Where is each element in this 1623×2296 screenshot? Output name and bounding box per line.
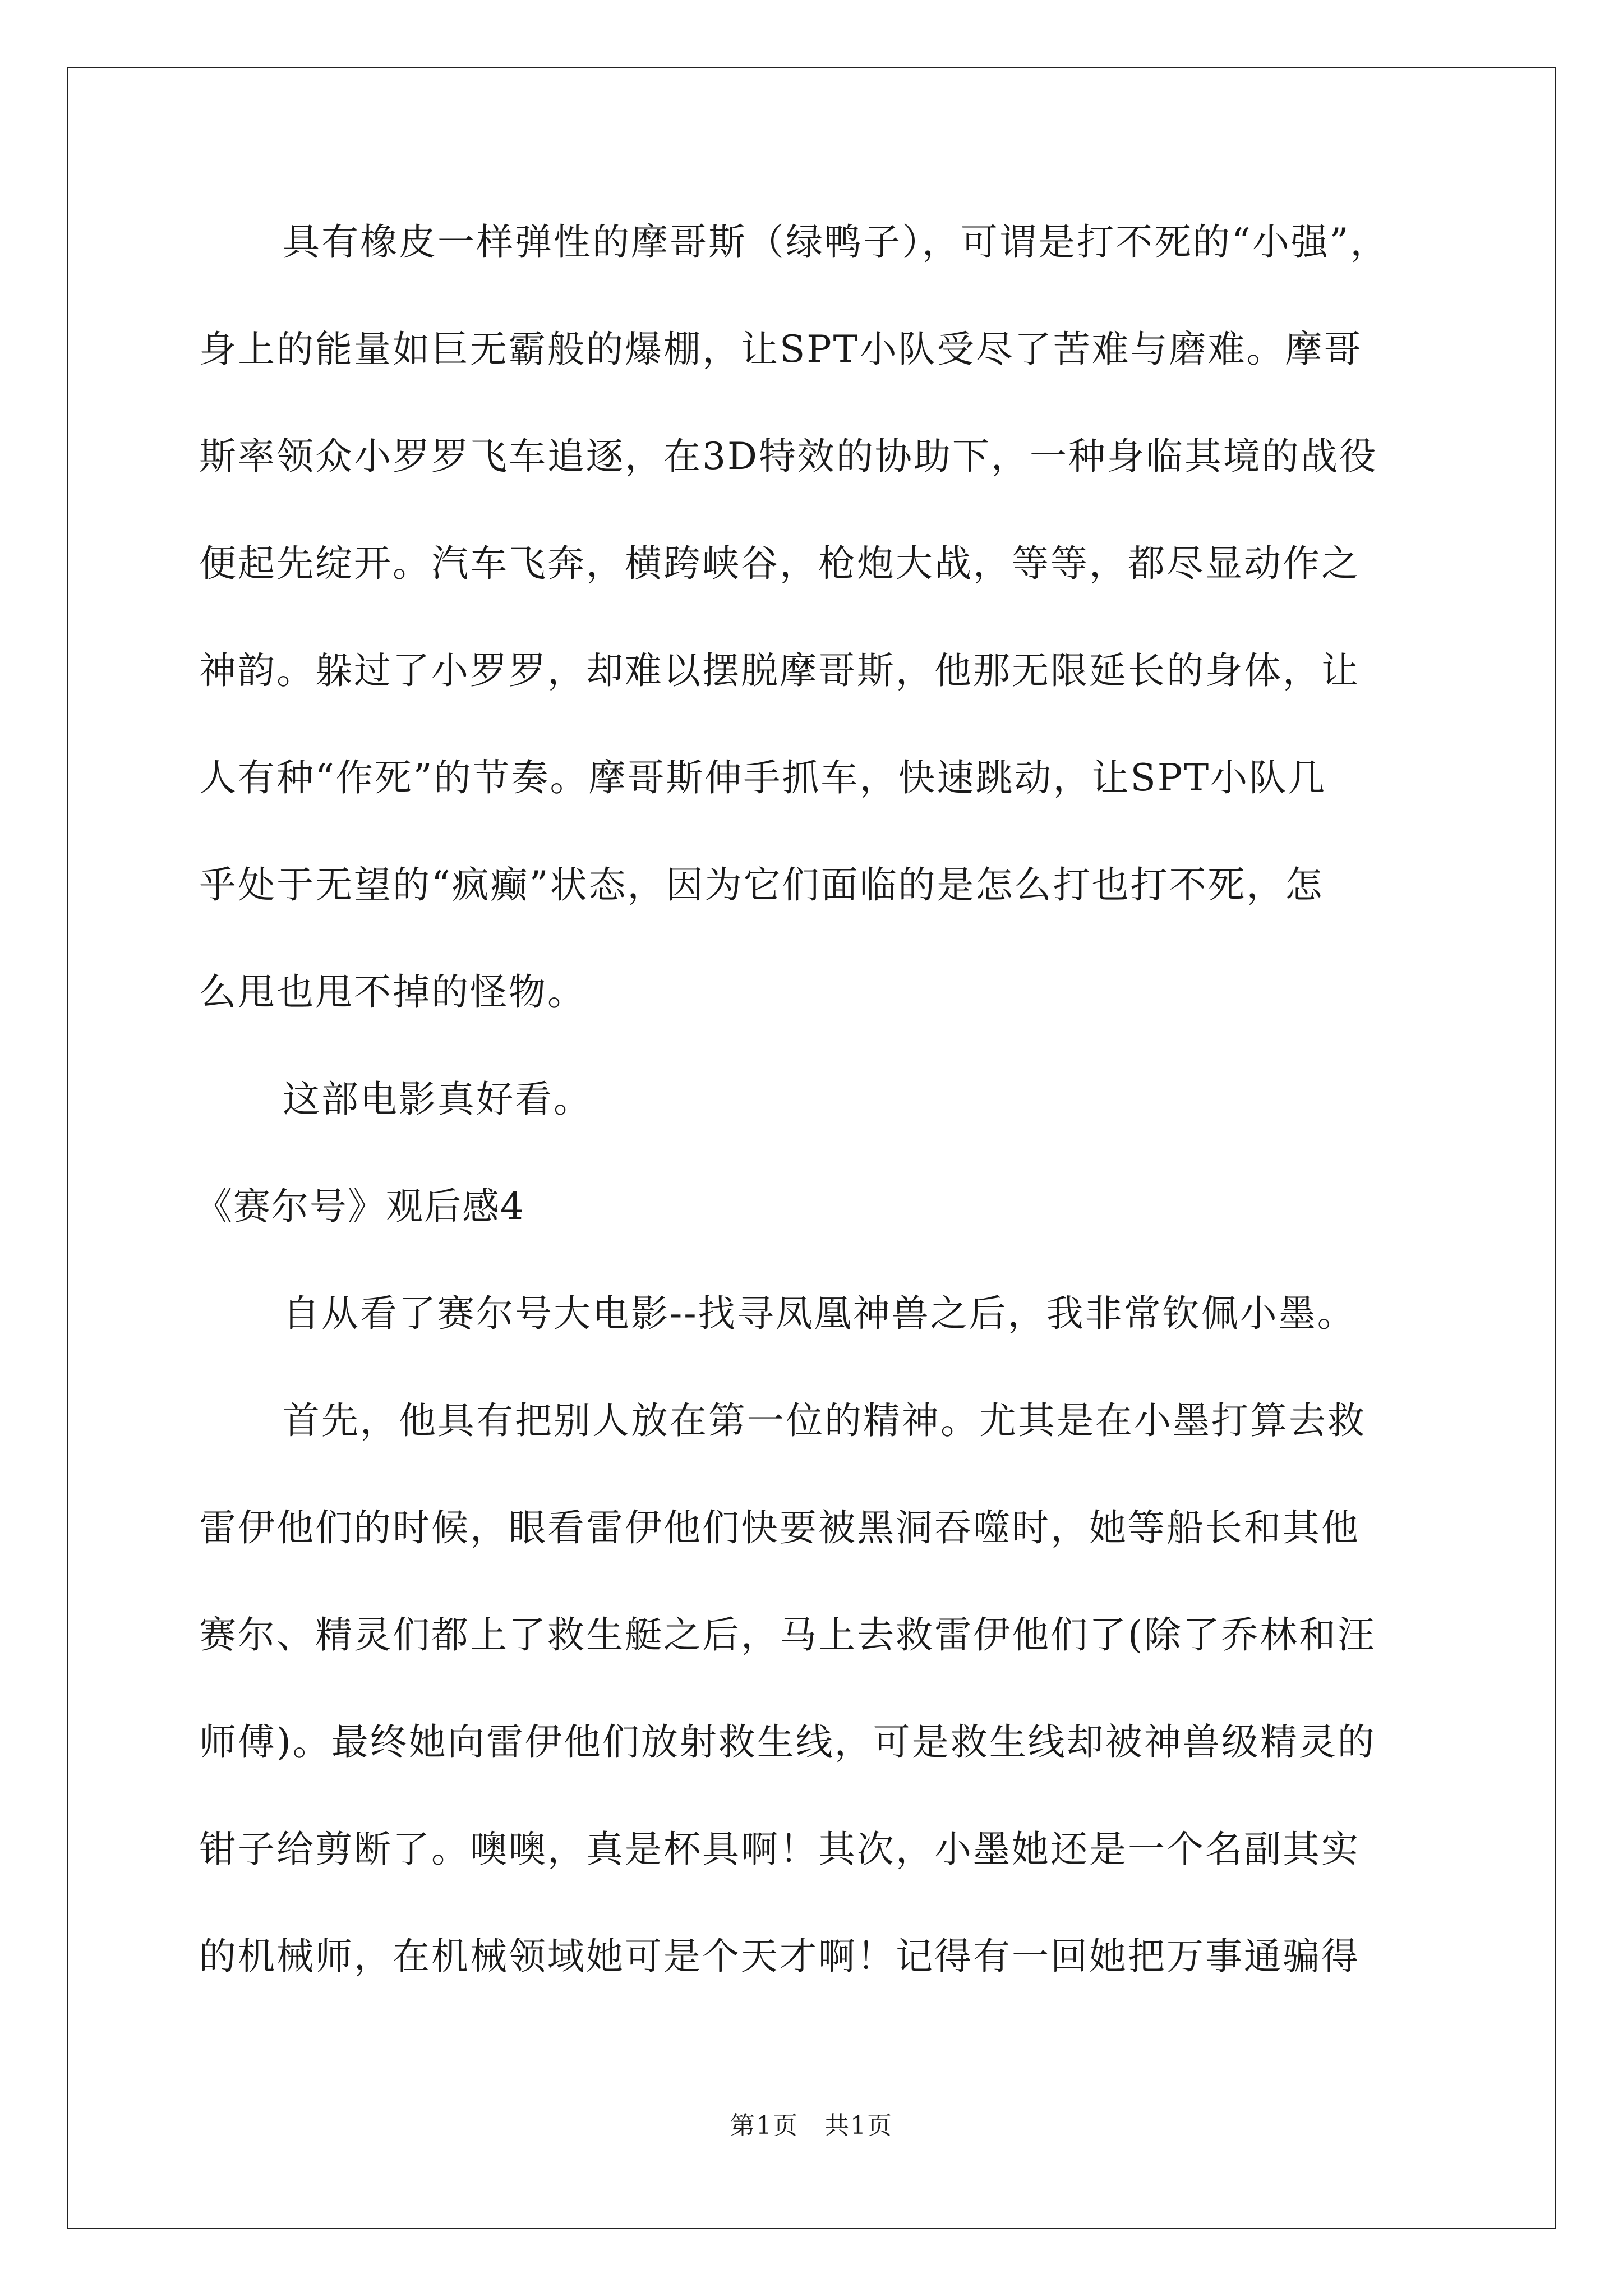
- paragraph-line: 雷伊他们的时候，眼看雷伊他们快要被黑洞吞噬时，她等船长和其他: [199, 1506, 1360, 1549]
- paragraph-line: 赛尔、精灵们都上了救生艇之后，马上去救雷伊他们了(除了乔林和汪: [199, 1613, 1376, 1657]
- paragraph-line: 斯率领众小罗罗飞车追逐，在3D特效的协助下，一种身临其境的战役: [199, 435, 1378, 478]
- paragraph-line: 乎处于无望的“疯癫”状态，因为它们面临的是怎么打也打不死，怎: [199, 863, 1324, 907]
- paragraph-line: 身上的能量如巨无霸般的爆棚，让SPT小队受尽了苦难与磨难。摩哥: [199, 328, 1363, 371]
- paragraph-line: 首先，他具有把别人放在第一位的精神。尤其是在小墨打算去救: [283, 1399, 1366, 1442]
- page-number-footer: 第1页 共1页: [730, 2111, 893, 2140]
- paragraph-line: 神韵。躲过了小罗罗，却难以摆脱摩哥斯，他那无限延长的身体，让: [199, 649, 1360, 692]
- paragraph-line: 么甩也甩不掉的怪物。: [199, 970, 586, 1014]
- paragraph-line: 人有种“作死”的节奏。摩哥斯伸手抓车，快速跳动，让SPT小队几: [199, 756, 1327, 799]
- paragraph-line: 这部电影真好看。: [283, 1078, 592, 1121]
- paragraph-line: 的机械师，在机械领域她可是个天才啊！记得有一回她把万事通骗得: [199, 1935, 1360, 1978]
- document-body: [195, 218, 1422, 2039]
- paragraph-line: 具有橡皮一样弹性的摩哥斯（绿鸭子），可谓是打不死的“小强”，: [283, 220, 1389, 264]
- paragraph-line: 便起先绽开。汽车飞奔，横跨峡谷，枪炮大战，等等，都尽显动作之: [199, 542, 1360, 585]
- paragraph-line: 自从看了赛尔号大电影--找寻凤凰神兽之后，我非常钦佩小墨。: [283, 1292, 1356, 1335]
- paragraph-line: 师傅)。最终她向雷伊他们放射救生线，可是救生线却被神兽级精灵的: [199, 1720, 1376, 1764]
- paragraph-line: 钳子给剪断了。噢噢，真是杯具啊！其次，小墨她还是一个名副其实: [199, 1828, 1360, 1871]
- section-heading: 《赛尔号》观后感4: [195, 1185, 525, 1228]
